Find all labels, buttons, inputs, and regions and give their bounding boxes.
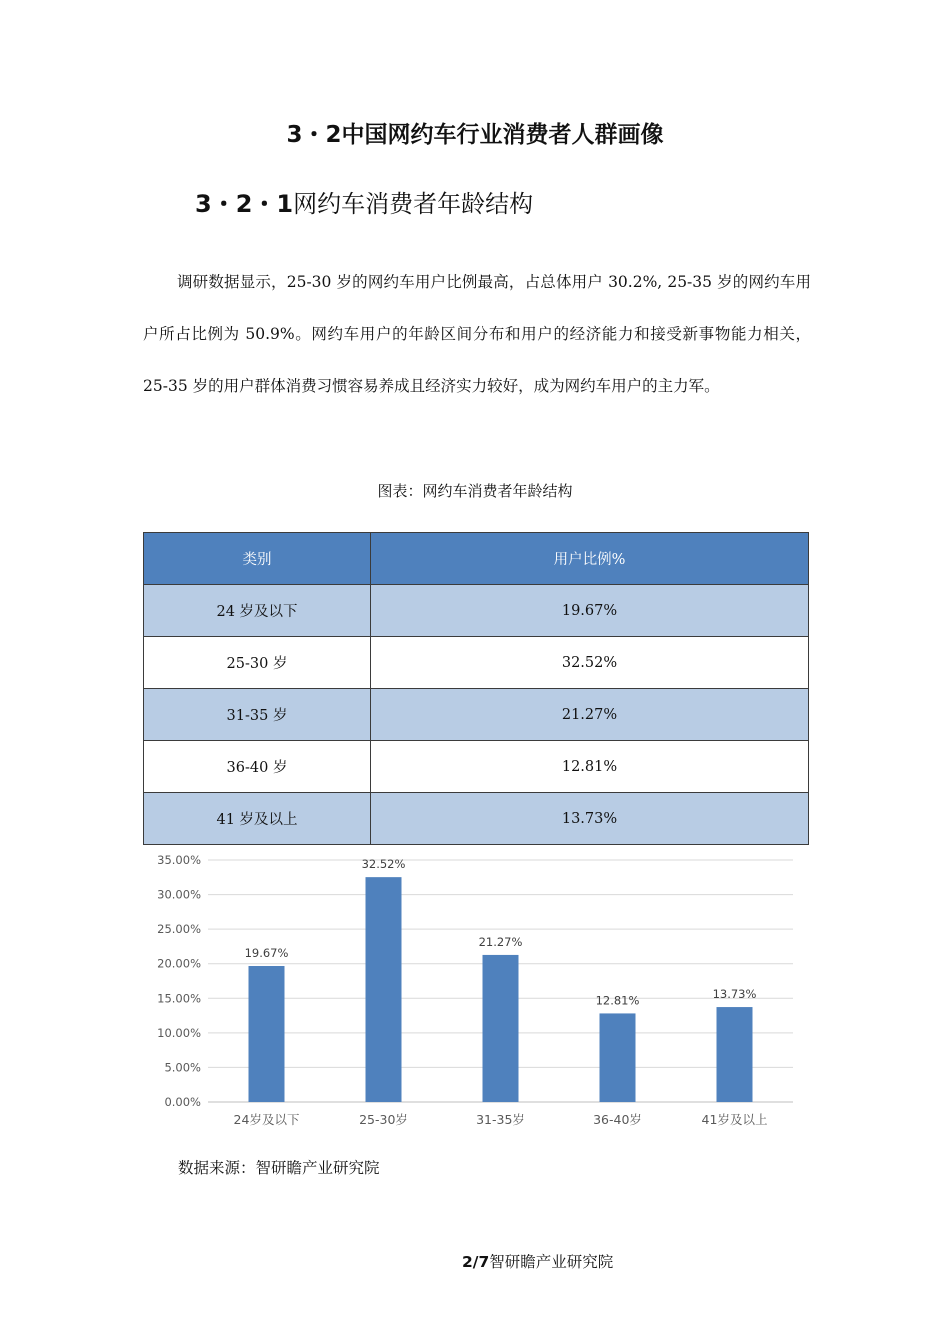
table-cell-ratio: 12.81% xyxy=(371,741,809,793)
x-tick-label: 25-30岁 xyxy=(359,1112,408,1127)
table-row xyxy=(144,793,809,845)
x-tick-label: 24岁及以下 xyxy=(233,1112,300,1127)
table-header-ratio: 用户比例% xyxy=(371,533,809,585)
section-heading: 3・2中国网约车行业消费者人群画像 xyxy=(286,122,664,148)
subsection-number: 3・2・1 xyxy=(195,190,294,218)
bar xyxy=(483,955,519,1102)
data-label: 13.73% xyxy=(712,987,757,1002)
y-tick-label: 20.00% xyxy=(157,956,201,971)
y-tick-label: 10.00% xyxy=(157,1025,201,1040)
table-cell-category: 36-40 岁 xyxy=(144,741,371,793)
y-tick-label: 35.00% xyxy=(157,853,201,867)
table-cell-category: 24 岁及以下 xyxy=(144,585,371,637)
x-tick-label: 41岁及以上 xyxy=(701,1112,768,1127)
table-header-row xyxy=(144,533,809,585)
table-cell-ratio: 21.27% xyxy=(371,689,809,741)
figure-caption: 图表：网约车消费者年龄结构 xyxy=(377,482,573,500)
table-cell-ratio: 13.73% xyxy=(371,793,809,845)
table-row xyxy=(144,689,809,741)
body-paragraph: 调研数据显示，25-30 岁的网约车用户比例最高，占总体用户 30.2%, 25-35 岁的网约车用户所占比例为 50.9%。网约车用户的年龄区间分布和用户的经济能力和接受新事物能力相关，25-35 岁的用户群体消费习惯容易养成且经济实力较好，成为网约车用户的主力军。 xyxy=(143,273,811,395)
subsection-heading xyxy=(195,184,533,219)
table-row xyxy=(144,585,809,637)
age-structure-bar-chart xyxy=(143,848,809,1138)
data-source-note: 数据来源：智研瞻产业研究院 xyxy=(178,1159,380,1177)
bar xyxy=(366,877,402,1102)
page-footer xyxy=(462,1250,613,1272)
subsection-title: 网约车消费者年龄结构 xyxy=(293,190,534,218)
data-label: 19.67% xyxy=(244,945,289,960)
y-tick-label: 5.00% xyxy=(164,1060,201,1075)
y-tick-label: 15.00% xyxy=(157,991,201,1006)
table-row xyxy=(144,741,809,793)
table-cell-ratio: 32.52% xyxy=(371,637,809,689)
bar xyxy=(717,1007,753,1102)
table-cell-category: 31-35 岁 xyxy=(144,689,371,741)
y-tick-label: 25.00% xyxy=(157,922,201,937)
table-cell-ratio: 19.67% xyxy=(371,585,809,637)
x-tick-label: 31-35岁 xyxy=(476,1112,525,1127)
data-label: 32.52% xyxy=(361,857,406,872)
x-tick-label: 36-40岁 xyxy=(593,1112,642,1127)
y-tick-label: 0.00% xyxy=(164,1095,201,1109)
page-number: 2/7 xyxy=(462,1253,490,1271)
bar xyxy=(249,966,285,1102)
data-label: 12.81% xyxy=(595,993,640,1008)
age-structure-table xyxy=(143,532,809,845)
table-cell-category: 25-30 岁 xyxy=(144,637,371,689)
table-header-category: 类别 xyxy=(144,533,371,585)
footer-org: 智研瞻产业研究院 xyxy=(489,1253,614,1271)
table-cell-category: 41 岁及以上 xyxy=(144,793,371,845)
y-tick-label: 30.00% xyxy=(157,887,201,902)
data-label: 21.27% xyxy=(478,934,523,949)
table-row xyxy=(144,637,809,689)
bar xyxy=(600,1013,636,1102)
